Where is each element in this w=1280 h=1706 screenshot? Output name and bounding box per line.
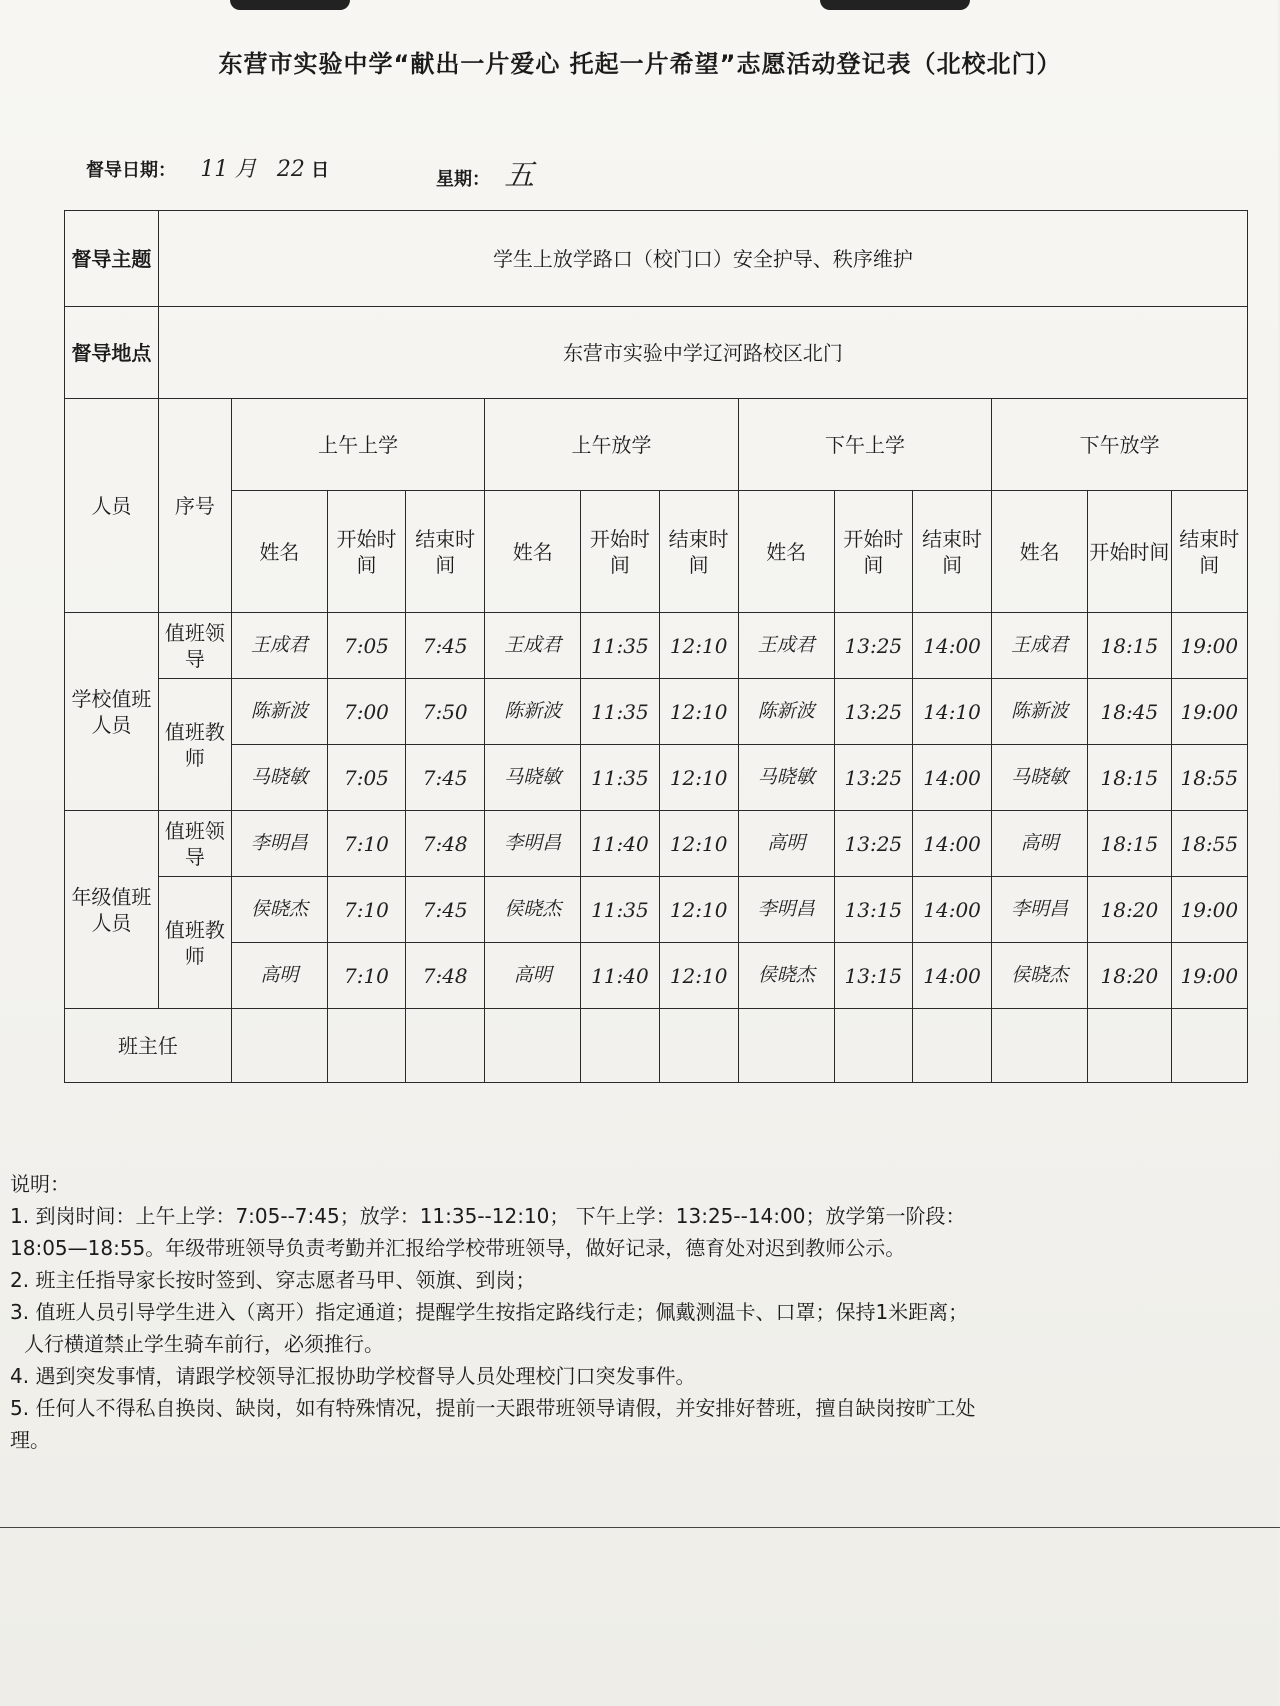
seq-header: 序号: [158, 399, 231, 613]
time-cell: 7:45: [406, 877, 485, 943]
bottom-border: [0, 1527, 1280, 1528]
school-duty-group: 学校值班人员: [65, 613, 159, 811]
note-item: 18:05—18:55。年级带班领导负责考勤并汇报给学校带班领导，做好记录，德育处对迟到教师公示。: [10, 1236, 906, 1260]
table-row: [65, 679, 1248, 745]
col-start: 开始时间: [581, 491, 659, 613]
time-cell: 11:35: [581, 679, 659, 745]
note-item: 1. 到岗时间：上午上学：7:05--7:45；放学：11:35--12:10； 下午上学：13:25--14:00；放学第一阶段：: [10, 1204, 966, 1228]
col-end: 结束时间: [659, 491, 738, 613]
note-item: 人行横道禁止学生骑车前行，必须推行。: [24, 1332, 384, 1356]
time-cell: 13:25: [834, 811, 912, 877]
theme-row: [65, 211, 1248, 307]
top-shadow-left: [230, 0, 350, 10]
month-value: 11: [200, 157, 229, 182]
name-cell: 王成君: [485, 613, 581, 679]
time-cell: 11:40: [581, 811, 659, 877]
time-cell: 18:55: [1171, 811, 1247, 877]
time-cell: 12:10: [659, 943, 738, 1009]
grade-duty-group: 年级值班人员: [65, 811, 159, 1009]
table-row: [65, 745, 1248, 811]
time-cell: 14:00: [912, 943, 991, 1009]
empty-cell: [327, 1009, 405, 1083]
time-cell: 11:35: [581, 613, 659, 679]
column-header-row: [65, 491, 1248, 613]
empty-cell: [834, 1009, 912, 1083]
col-name: 姓名: [231, 491, 327, 613]
time-cell: 18:20: [1088, 943, 1171, 1009]
time-cell: 14:00: [912, 877, 991, 943]
name-cell: 王成君: [992, 613, 1088, 679]
col-name: 姓名: [485, 491, 581, 613]
time-cell: 18:15: [1088, 811, 1171, 877]
time-cell: 7:48: [406, 943, 485, 1009]
col-end: 结束时间: [1171, 491, 1247, 613]
time-cell: 13:25: [834, 745, 912, 811]
people-header: 人员: [65, 399, 159, 613]
theme-value: 学生上放学路口（校门口）安全护导、秩序维护: [158, 211, 1247, 307]
note-item: 理。: [10, 1428, 50, 1452]
month-label: 月: [234, 157, 257, 182]
name-cell: 陈新波: [992, 679, 1088, 745]
location-label: 督导地点: [65, 307, 159, 399]
day-value: 22: [276, 157, 305, 182]
notes-section: [0, 1168, 1240, 1456]
weekday-value: 五: [504, 158, 535, 193]
empty-cell: [581, 1009, 659, 1083]
time-cell: 12:10: [659, 745, 738, 811]
name-cell: 李明昌: [738, 877, 834, 943]
note-item: 2. 班主任指导家长按时签到、穿志愿者马甲、领旗、到岗；: [10, 1268, 536, 1292]
name-cell: 高明: [485, 943, 581, 1009]
location-row: [65, 307, 1248, 399]
theme-label: 督导主题: [65, 211, 159, 307]
name-cell: 高明: [992, 811, 1088, 877]
empty-cell: [659, 1009, 738, 1083]
name-cell: 侯晓杰: [231, 877, 327, 943]
form-title: 东营市实验中学“献出一片爱心 托起一片希望”志愿活动登记表（北校北门）: [218, 50, 1062, 78]
time-cell: 7:50: [406, 679, 485, 745]
time-cell: 11:35: [581, 877, 659, 943]
time-cell: 14:00: [912, 745, 991, 811]
name-cell: 王成君: [738, 613, 834, 679]
name-cell: 马晓敏: [738, 745, 834, 811]
col-start: 开始时间: [834, 491, 912, 613]
name-cell: 马晓敏: [485, 745, 581, 811]
time-cell: 7:05: [327, 613, 405, 679]
period-header-row: [65, 399, 1248, 491]
time-cell: 11:35: [581, 745, 659, 811]
empty-cell: [992, 1009, 1088, 1083]
time-cell: 14:00: [912, 811, 991, 877]
name-cell: 陈新波: [485, 679, 581, 745]
day-label: 日: [311, 160, 330, 181]
empty-cell: [738, 1009, 834, 1083]
time-cell: 7:45: [406, 613, 485, 679]
time-cell: 18:55: [1171, 745, 1247, 811]
col-name: 姓名: [738, 491, 834, 613]
time-cell: 13:25: [834, 613, 912, 679]
empty-cell: [912, 1009, 991, 1083]
name-cell: 陈新波: [738, 679, 834, 745]
school-duty-teacher: 值班教师: [158, 679, 231, 811]
time-cell: 7:10: [327, 811, 405, 877]
time-cell: 11:40: [581, 943, 659, 1009]
empty-cell: [1171, 1009, 1247, 1083]
weekday: [436, 150, 534, 194]
name-cell: 高明: [231, 943, 327, 1009]
time-cell: 13:15: [834, 943, 912, 1009]
col-end: 结束时间: [912, 491, 991, 613]
period-afternoon-arrive: 下午上学: [738, 399, 991, 491]
name-cell: 侯晓杰: [992, 943, 1088, 1009]
time-cell: 7:05: [327, 745, 405, 811]
note-item: 3. 值班人员引导学生进入（离开）指定通道；提醒学生按指定路线行走；佩戴测温卡、口罩；保持1米距离；: [10, 1300, 969, 1324]
time-cell: 12:10: [659, 679, 738, 745]
col-start: 开始时间: [327, 491, 405, 613]
name-cell: 王成君: [231, 613, 327, 679]
name-cell: 高明: [738, 811, 834, 877]
time-cell: 7:48: [406, 811, 485, 877]
time-cell: 14:10: [912, 679, 991, 745]
grade-duty-teacher: 值班教师: [158, 877, 231, 1009]
registration-table: [64, 210, 1248, 1083]
name-cell: 李明昌: [231, 811, 327, 877]
time-cell: 18:15: [1088, 613, 1171, 679]
col-name: 姓名: [992, 491, 1088, 613]
top-shadow-right: [820, 0, 970, 10]
time-cell: 13:15: [834, 877, 912, 943]
notes-heading: 说明：: [10, 1172, 70, 1196]
homeroom-row: [65, 1009, 1248, 1083]
time-cell: 13:25: [834, 679, 912, 745]
name-cell: 侯晓杰: [738, 943, 834, 1009]
location-value: 东营市实验中学辽河路校区北门: [158, 307, 1247, 399]
date-label: 督导日期：: [86, 160, 176, 181]
time-cell: 19:00: [1171, 613, 1247, 679]
name-cell: 陈新波: [231, 679, 327, 745]
time-cell: 14:00: [912, 613, 991, 679]
grade-duty-leader: 值班领导: [158, 811, 231, 877]
name-cell: 李明昌: [992, 877, 1088, 943]
empty-cell: [406, 1009, 485, 1083]
time-cell: 19:00: [1171, 679, 1247, 745]
registration-table-wrap: [64, 210, 1248, 1083]
period-afternoon-leave: 下午放学: [992, 399, 1248, 491]
name-cell: 侯晓杰: [485, 877, 581, 943]
time-cell: 19:00: [1171, 943, 1247, 1009]
table-row: [65, 811, 1248, 877]
supervision-date: [86, 152, 329, 183]
time-cell: 12:10: [659, 811, 738, 877]
school-duty-leader: 值班领导: [158, 613, 231, 679]
empty-cell: [1088, 1009, 1171, 1083]
table-row: [65, 613, 1248, 679]
time-cell: 18:45: [1088, 679, 1171, 745]
time-cell: 18:20: [1088, 877, 1171, 943]
name-cell: 李明昌: [485, 811, 581, 877]
note-item: 4. 遇到突发事情，请跟学校领导汇报协助学校督导人员处理校门口突发事件。: [10, 1364, 696, 1388]
weekday-label: 星期：: [436, 169, 490, 190]
time-cell: 7:10: [327, 943, 405, 1009]
time-cell: 19:00: [1171, 877, 1247, 943]
time-cell: 18:15: [1088, 745, 1171, 811]
time-cell: 7:00: [327, 679, 405, 745]
note-item: 5. 任何人不得私自换岗、缺岗，如有特殊情况，提前一天跟带班领导请假，并安排好替班，擅自缺岗按旷工处: [10, 1396, 976, 1420]
time-cell: 7:10: [327, 877, 405, 943]
col-end: 结束时间: [406, 491, 485, 613]
col-start: 开始时间: [1088, 491, 1171, 613]
empty-cell: [231, 1009, 327, 1083]
period-morning-leave: 上午放学: [485, 399, 738, 491]
period-morning-arrive: 上午上学: [231, 399, 484, 491]
time-cell: 12:10: [659, 877, 738, 943]
empty-cell: [485, 1009, 581, 1083]
table-row: [65, 943, 1248, 1009]
homeroom-label: 班主任: [65, 1009, 232, 1083]
time-cell: 7:45: [406, 745, 485, 811]
name-cell: 马晓敏: [992, 745, 1088, 811]
time-cell: 12:10: [659, 613, 738, 679]
table-row: [65, 877, 1248, 943]
name-cell: 马晓敏: [231, 745, 327, 811]
